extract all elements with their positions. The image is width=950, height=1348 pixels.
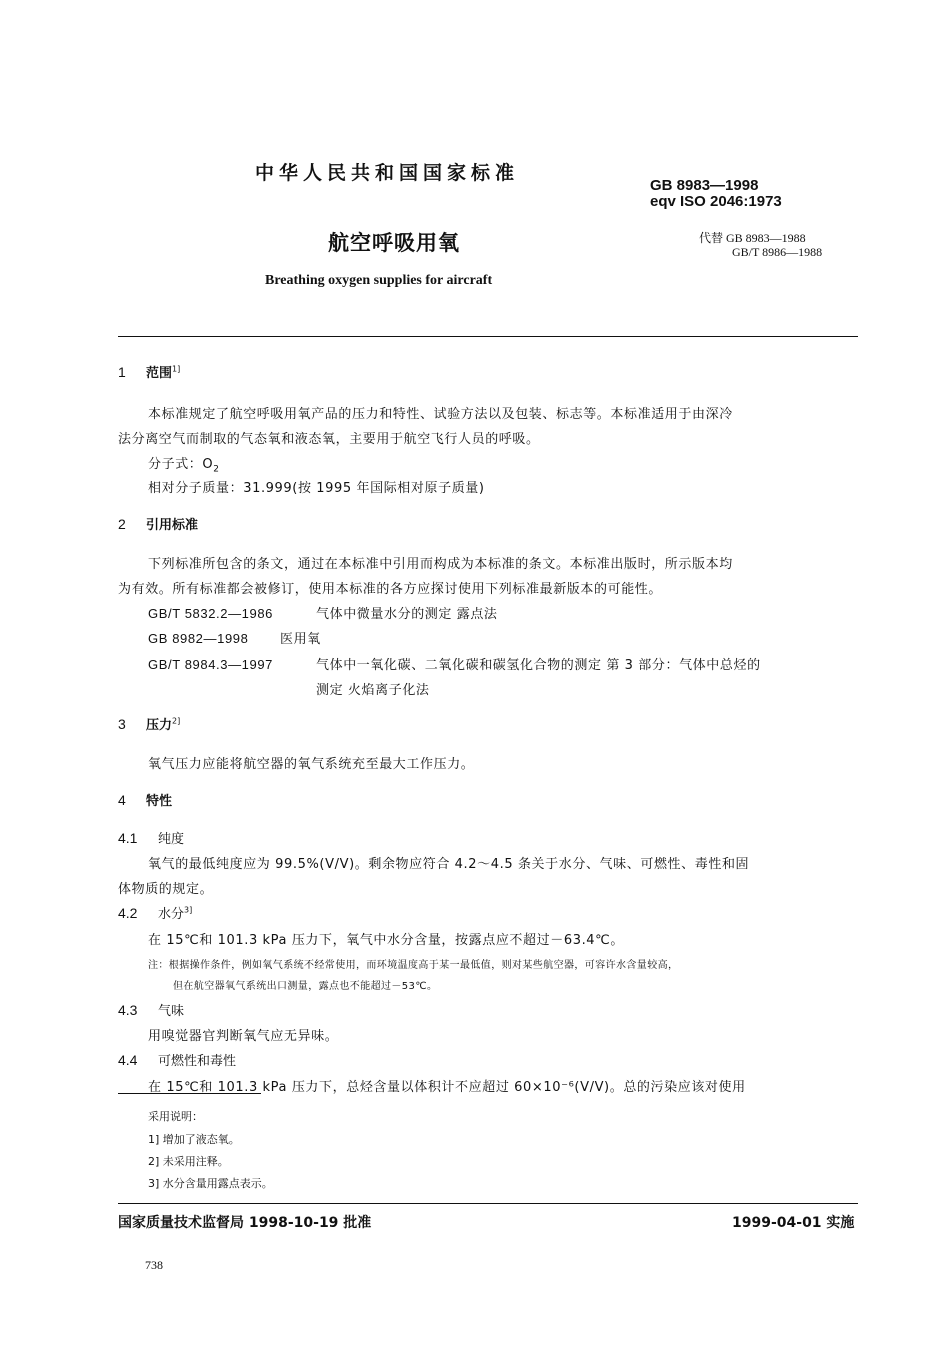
molecular-formula [148, 453, 220, 475]
section-number: 1 [118, 364, 126, 380]
section-3-heading [118, 714, 180, 733]
footer-divider [118, 1203, 858, 1204]
section-1-paragraph-line-2: 法分离空气而制取的气态氧和液态氧，主要用于航空飞行人员的呼吸。 [118, 432, 540, 447]
subsection-title: 可燃性和毒性 [158, 1054, 237, 1069]
formula-base: O [202, 457, 214, 472]
section-3-paragraph: 氧气压力应能将航空器的氧气系统充至最大工作压力。 [148, 757, 475, 772]
subsection-4-1-paragraph-line-2: 体物质的规定。 [118, 882, 214, 897]
subsection-4-2-note-line-1: 注：根据操作条件，例如氧气系统不经常使用，而环境温度高于某一最低值，则对某些航空器，可容许水含量较高， [148, 960, 679, 971]
reference-code: GB/T 8984.3—1997 [148, 657, 273, 672]
subsection-4-2-note-line-2: 但在航空器氧气系统出口测量，露点也不能超过－53℃。 [173, 981, 438, 992]
section-2-paragraph-line-2: 为有效。所有标准都会被修订，使用本标准的各方应探讨使用下列标准最新版本的可能性。 [118, 582, 663, 597]
section-title: 引用标准 [146, 518, 199, 533]
section-title: 特性 [146, 794, 173, 809]
formula-subscript: 2 [213, 464, 220, 475]
section-number: 2 [118, 516, 126, 532]
reference-code: GB 8982—1998 [148, 631, 249, 646]
english-title: Breathing oxygen supplies for aircraft [265, 273, 493, 288]
subsection-4-4-paragraph: 在 15℃和 101.3 kPa 压力下，总烃含量以体积计不应超过 60×10⁻⁶(V/V)。总的污染应该对使用 [148, 1080, 746, 1095]
footnotes-heading: 采用说明： [148, 1110, 203, 1123]
header-divider [118, 336, 858, 337]
section-4-heading [118, 790, 172, 809]
subsection-title: 水分 [158, 907, 185, 922]
section-number: 3 [118, 716, 126, 732]
replaces-line-2: GB/T 8986—1988 [732, 245, 823, 259]
reference-title-continuation: 测定 火焰离子化法 [316, 683, 430, 698]
footnote-divider [118, 1093, 261, 1094]
standard-title: 中华人民共和国国家标准 [255, 162, 520, 184]
footnote-item: 1] 增加了液态氧。 [148, 1133, 240, 1146]
footnote-ref: 1] [172, 364, 181, 374]
subsection-number: 4.1 [118, 830, 138, 846]
subsection-4-1-heading [118, 828, 184, 847]
section-title: 范围 [146, 366, 173, 381]
subsection-title: 气味 [158, 1004, 185, 1019]
subsection-title: 纯度 [158, 832, 185, 847]
replaces-block [699, 231, 822, 259]
footnote-item: 3] 水分含量用露点表示。 [148, 1177, 273, 1190]
section-number: 4 [118, 792, 126, 808]
document-title: 航空呼吸用氧 [328, 231, 460, 255]
subsection-number: 4.2 [118, 905, 138, 921]
subsection-number: 4.3 [118, 1002, 138, 1018]
page-number: 738 [145, 1258, 163, 1272]
reference-item [148, 628, 321, 647]
footnote-item: 2] 未采用注释。 [148, 1155, 229, 1168]
reference-code: GB/T 5832.2—1986 [148, 606, 273, 621]
reference-title: 气体中微量水分的测定 露点法 [316, 607, 498, 622]
approval-line: 国家质量技术监督局 1998-10-19 批准 [118, 1215, 372, 1231]
subsection-4-4-heading [118, 1050, 236, 1069]
standard-code-block [650, 178, 782, 210]
molecular-mass: 相对分子质量：31.999(按 1995 年国际相对原子质量) [148, 481, 485, 496]
replaces-line-1: 代替 GB 8983—1988 [699, 231, 806, 245]
section-1-heading [118, 362, 180, 381]
reference-item [148, 603, 498, 622]
effective-date-line: 1999-04-01 实施 [732, 1215, 855, 1231]
section-1-paragraph-line-1: 本标准规定了航空呼吸用氧产品的压力和特性、试验方法以及包装、标志等。本标准适用于由深冷 [148, 407, 733, 422]
equivalent-code: eqv ISO 2046:1973 [650, 193, 782, 210]
subsection-4-3-paragraph: 用嗅觉器官判断氧气应无异味。 [148, 1029, 339, 1044]
subsection-4-1-paragraph-line-1: 氧气的最低纯度应为 99.5%(V/V)。剩余物应符合 4.2～4.5 条关于水分、气味、可燃性、毒性和固 [148, 857, 750, 872]
section-title: 压力 [146, 718, 173, 733]
footnote-ref: 3] [184, 905, 193, 915]
subsection-4-2-heading [118, 903, 192, 922]
footnote-ref: 2] [172, 716, 181, 726]
subsection-number: 4.4 [118, 1052, 138, 1068]
subsection-4-3-heading [118, 1000, 184, 1019]
subsection-4-2-paragraph: 在 15℃和 101.3 kPa 压力下，氧气中水分含量，按露点应不超过－63.4℃。 [148, 933, 624, 948]
formula-label: 分子式： [148, 457, 203, 472]
standard-code: GB 8983—1998 [650, 177, 759, 194]
reference-title: 气体中一氧化碳、二氧化碳和碳氢化合物的测定 第 3 部分：气体中总烃的 [316, 658, 761, 673]
section-2-paragraph-line-1: 下列标准所包含的条文，通过在本标准中引用而构成为本标准的条文。本标准出版时，所示版本均 [148, 557, 733, 572]
section-2-heading [118, 514, 198, 533]
reference-item [148, 654, 761, 673]
reference-title: 医用氧 [280, 632, 321, 647]
